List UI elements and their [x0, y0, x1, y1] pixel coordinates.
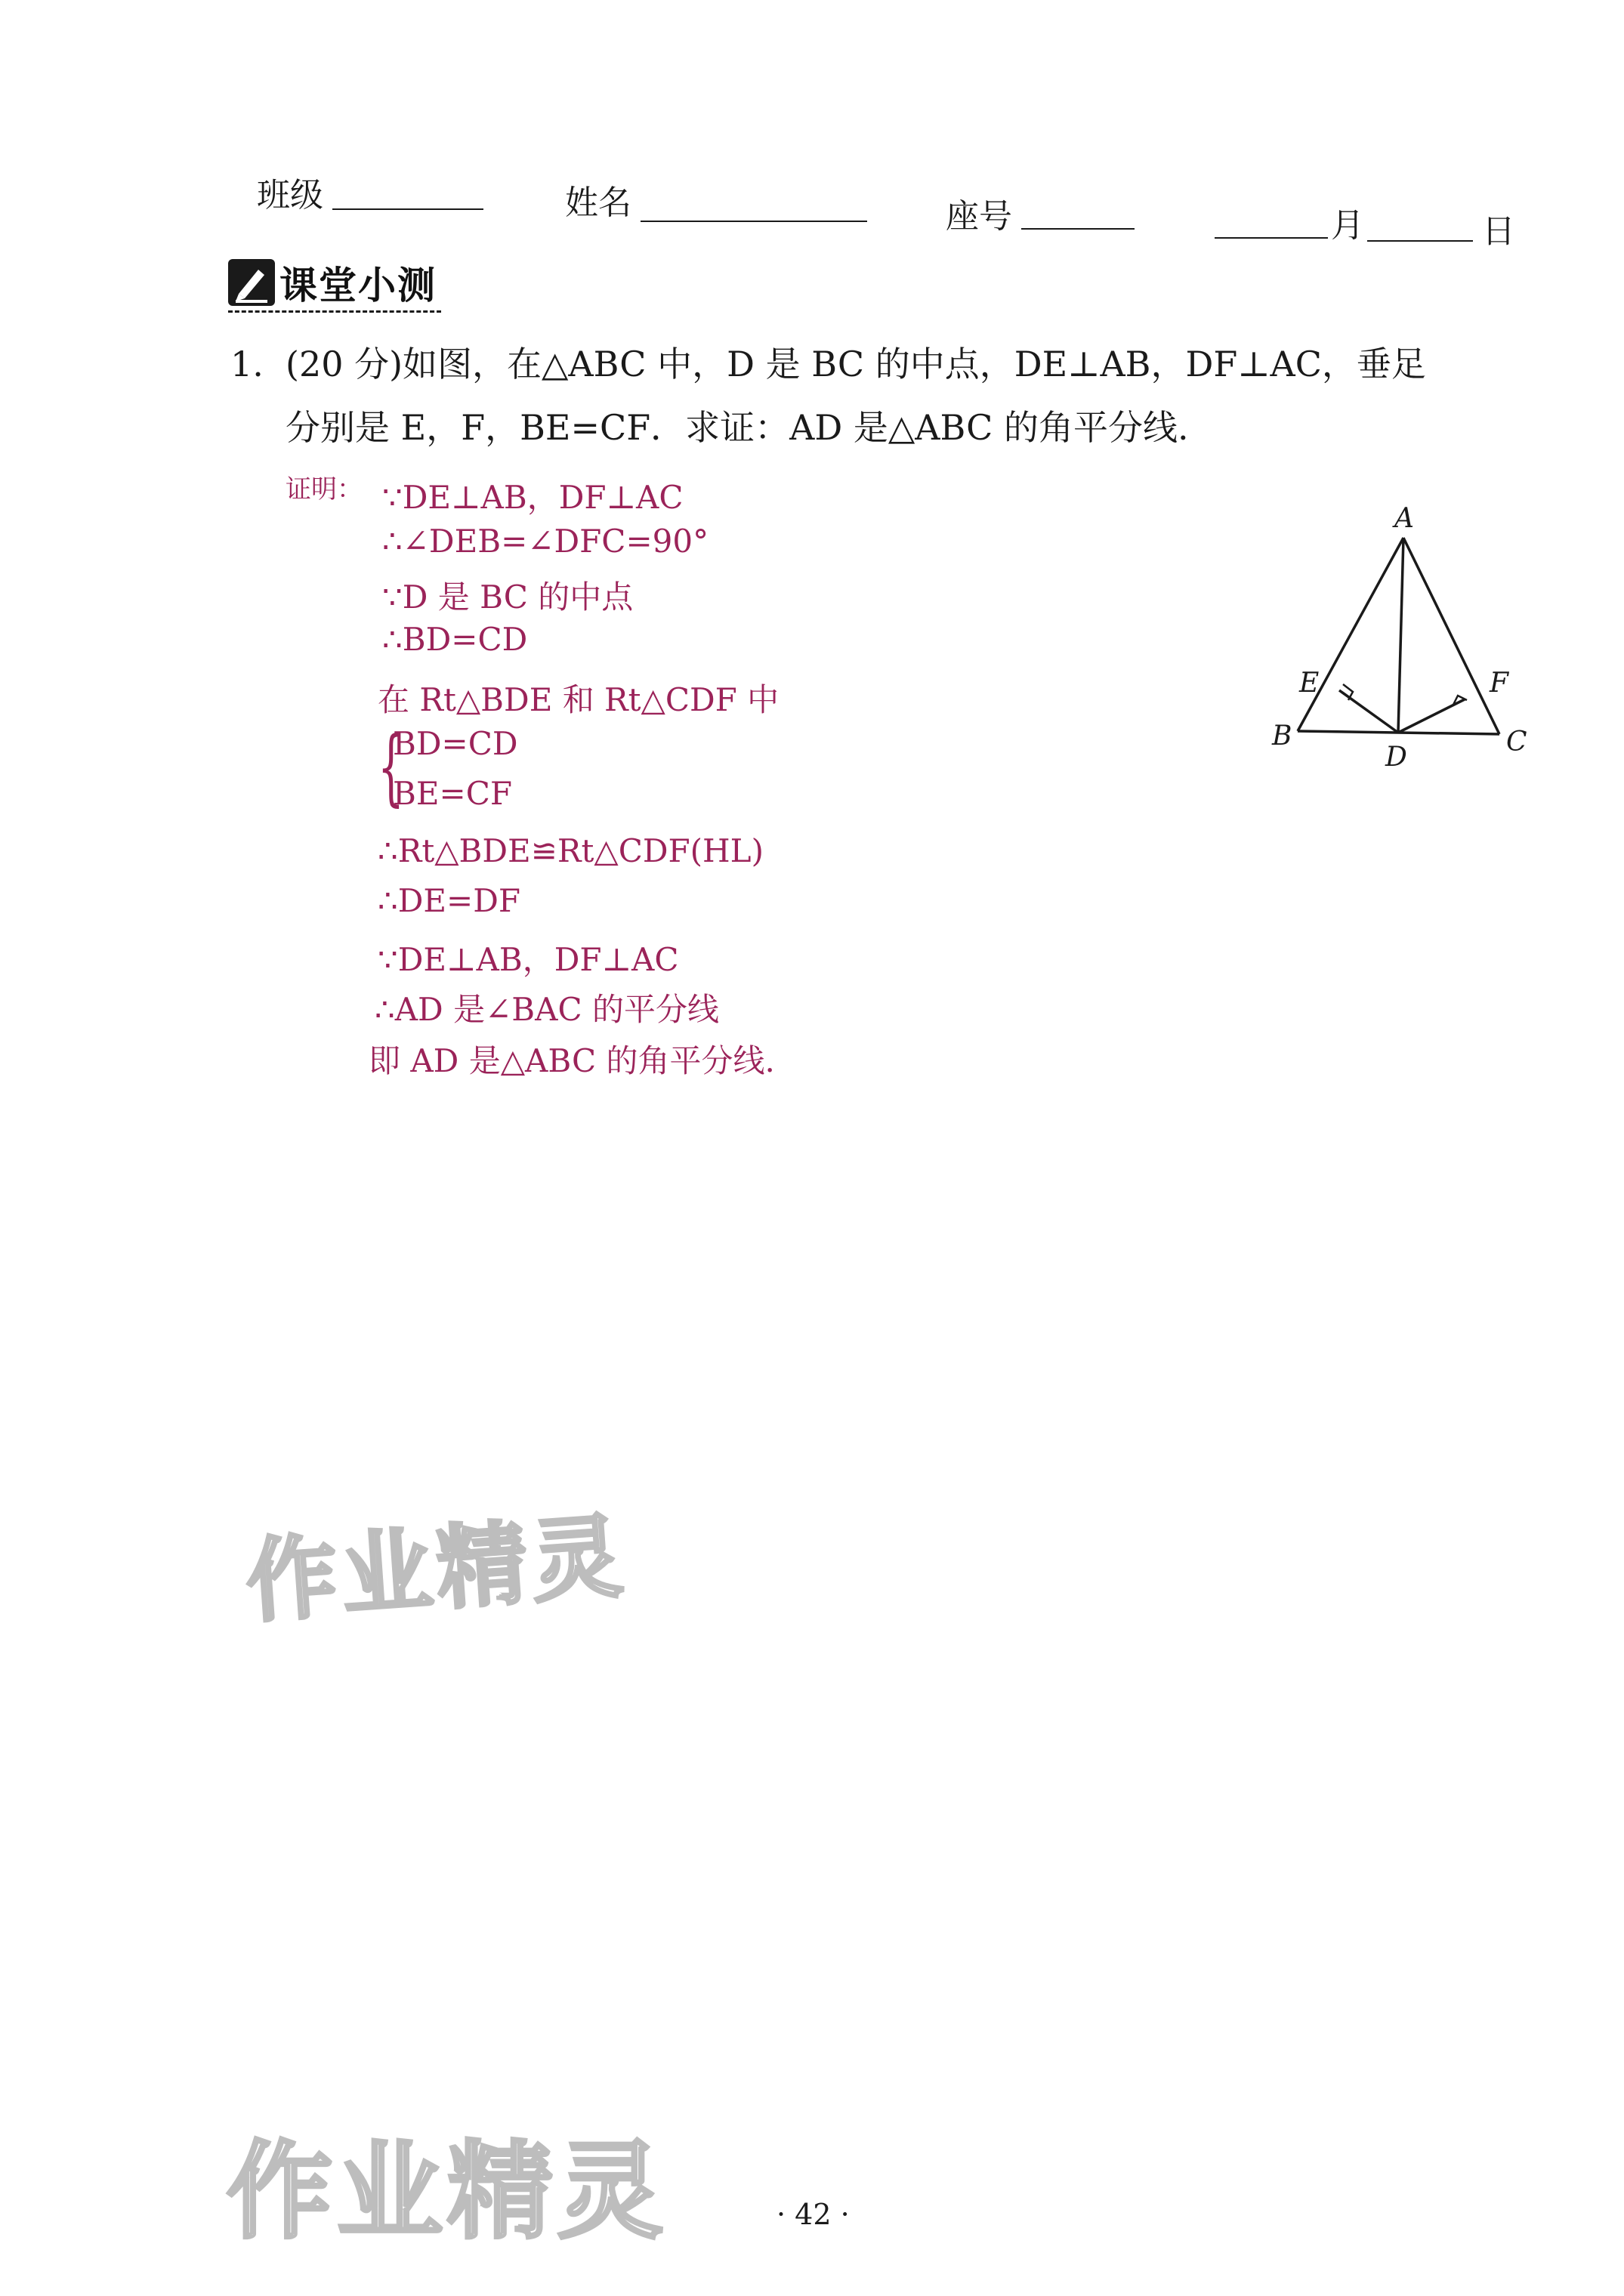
question-line-1: (20 分)如图，在△ABC 中，D 是 BC 的中点，DE⊥AB，DF⊥AC，垂足 — [286, 344, 1426, 384]
proof-line: ∴AD 是∠BAC 的平分线 — [375, 991, 719, 1028]
day-label: 日 — [1482, 212, 1515, 251]
label-d: D — [1385, 742, 1407, 773]
seat-field[interactable] — [1021, 228, 1135, 230]
banner-underline — [228, 306, 441, 313]
question-line-2: 分别是 E，F，BE=CF．求证：AD 是△ABC 的角平分线. — [286, 407, 1189, 448]
label-f: F — [1490, 668, 1508, 699]
name-field[interactable] — [641, 221, 867, 222]
segment-df — [1398, 699, 1465, 733]
proof-line: ∵D 是 BC 的中点 — [382, 579, 634, 616]
page-number: · 42 · — [776, 2198, 850, 2231]
month-label: 月 — [1331, 206, 1364, 245]
watermark: 作业精灵 — [227, 2131, 668, 2254]
question-number: 1. — [230, 344, 264, 384]
proof-line: ∴∠DEB=∠DFC=90° — [382, 523, 709, 560]
segment-de — [1339, 690, 1398, 733]
section-banner — [228, 257, 437, 308]
pencil-icon — [228, 259, 275, 306]
proof-line: ∴BD=CD — [382, 621, 528, 658]
proof-line: ∵DE⊥AB，DF⊥AC — [382, 479, 684, 516]
label-b: B — [1272, 721, 1292, 751]
brace: { — [378, 718, 404, 815]
month-field[interactable] — [1215, 237, 1328, 239]
watermark: 作业精灵 — [242, 1504, 631, 1636]
proof-line: BE=CF — [393, 775, 512, 812]
class-label: 班级 — [257, 176, 323, 214]
proof-line: ∵DE⊥AB，DF⊥AC — [378, 941, 679, 978]
label-a: A — [1394, 503, 1414, 534]
segment-ad — [1398, 538, 1403, 733]
name-label: 姓名 — [565, 184, 631, 222]
proof-line: 在 Rt△BDE 和 Rt△CDF 中 — [378, 681, 780, 718]
class-field[interactable] — [332, 208, 483, 210]
proof-line: ∴DE=DF — [378, 882, 521, 919]
proof-label: 证明： — [286, 474, 363, 505]
section-title: 课堂小测 — [279, 264, 437, 307]
triangle-figure — [1254, 491, 1541, 778]
day-field[interactable] — [1367, 240, 1473, 242]
side-ab — [1298, 538, 1403, 731]
proof-line: BD=CD — [393, 725, 518, 762]
seat-label: 座号 — [946, 197, 1012, 236]
proof-line: 即 AD 是△ABC 的角平分线. — [369, 1042, 775, 1079]
label-c: C — [1506, 727, 1527, 758]
label-e: E — [1299, 668, 1320, 699]
proof-line: ∴Rt△BDE≌Rt△CDF(HL) — [378, 832, 764, 869]
